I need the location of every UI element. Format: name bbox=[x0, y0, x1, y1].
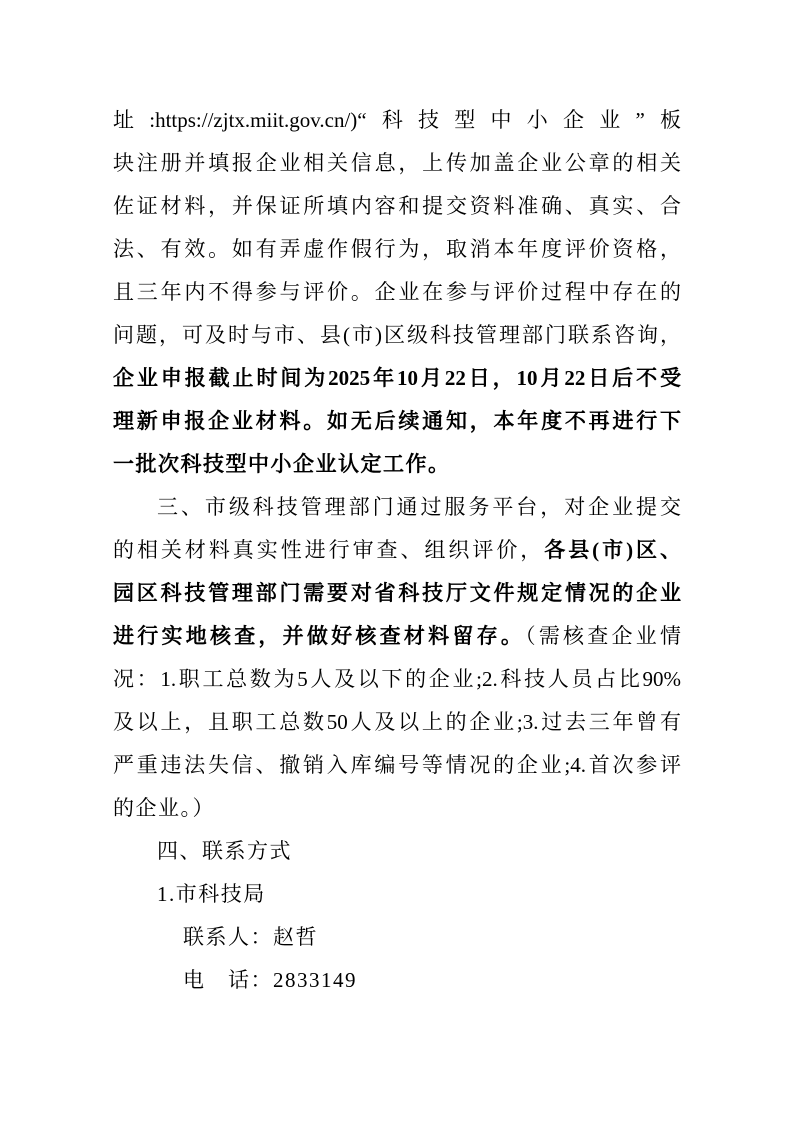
line-text: 的相关材料真实性进行审查、组织评价， bbox=[113, 538, 545, 562]
line-text: 问题，可及时与市、县(市)区级科技管理部门联系咨询， bbox=[113, 323, 681, 347]
text-line-section-4 bbox=[113, 830, 681, 873]
text-line bbox=[113, 185, 681, 228]
line-text: 的企业。） bbox=[113, 796, 215, 820]
line-text-bold: 园区科技管理部门需要对省科技厅文件规定情况的企业 bbox=[113, 581, 681, 605]
line-text: 佐证材料，并保证所填内容和提交资料准确、真实、合 bbox=[113, 194, 681, 218]
text-line bbox=[113, 271, 681, 314]
line-text-bold: 各县(市)区、 bbox=[544, 538, 681, 562]
text-line bbox=[113, 314, 681, 357]
line-text: 及以上，且职工总数50人及以上的企业;3.过去三年曾有 bbox=[113, 710, 681, 734]
line-text: 况：1.职工总数为5人及以下的企业;2.科技人员占比90% bbox=[113, 667, 681, 691]
text-line bbox=[113, 701, 681, 744]
text-line bbox=[113, 142, 681, 185]
text-line bbox=[113, 572, 681, 615]
text-line-org bbox=[113, 873, 681, 916]
line-text: 联系人：赵哲 bbox=[183, 925, 318, 949]
text-line bbox=[113, 787, 681, 830]
line-text: 电 话：2833149 bbox=[183, 968, 357, 992]
line-text: 理新申报企业材料。如无后续通知，本年度不再进行下 bbox=[113, 409, 681, 433]
text-line-deadline-bold bbox=[113, 357, 681, 400]
line-text: 址:https://zjtx.miit.gov.cn/)“科技型中小企业”板 bbox=[113, 108, 681, 132]
line-text: 法、有效。如有弄虚作假行为，取消本年度评价资格， bbox=[113, 237, 681, 261]
line-text: 三、市级科技管理部门通过服务平台，对企业提交 bbox=[157, 495, 681, 519]
line-text: （需核查企业情 bbox=[525, 624, 681, 648]
text-line-contact-person bbox=[113, 916, 681, 959]
text-line bbox=[113, 529, 681, 572]
line-text: 严重违法失信、撤销入库编号等情况的企业;4.首次参评 bbox=[113, 753, 681, 777]
line-text: 块注册并填报企业相关信息，上传加盖企业公章的相关 bbox=[113, 151, 681, 175]
text-line bbox=[113, 658, 681, 701]
text-line-contact-phone bbox=[113, 959, 681, 1002]
line-text: 企业申报截止时间为2025年10月22日，10月22日后不受 bbox=[113, 366, 681, 390]
text-line bbox=[113, 228, 681, 271]
text-line-deadline-bold bbox=[113, 443, 681, 486]
line-text: 一批次科技型中小企业认定工作。 bbox=[113, 452, 451, 476]
line-text: 1.市科技局 bbox=[157, 882, 266, 906]
text-line bbox=[113, 744, 681, 787]
text-line-deadline-bold bbox=[113, 400, 681, 443]
text-line bbox=[113, 615, 681, 658]
line-text: 四、联系方式 bbox=[157, 839, 292, 863]
line-text-bold: 进行实地核查，并做好核查材料留存。 bbox=[113, 624, 526, 648]
text-line bbox=[113, 99, 681, 142]
line-text: 且三年内不得参与评价。企业在参与评价过程中存在的 bbox=[113, 280, 681, 304]
text-line-section-3 bbox=[113, 486, 681, 529]
